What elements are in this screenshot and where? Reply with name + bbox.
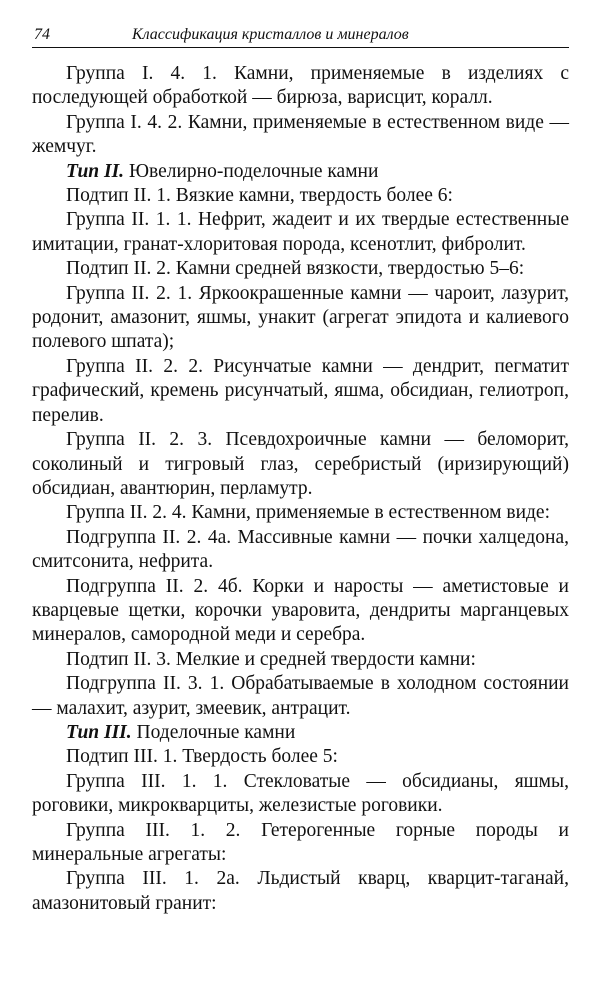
type-label: Тип III. xyxy=(66,721,132,743)
book-page xyxy=(32,0,569,914)
paragraph xyxy=(32,62,569,111)
paragraph xyxy=(32,160,569,184)
paragraph-text: Подгруппа II. 3. 1. Обрабатываемые в холодном состоянии — малахит, азурит, змеевик, антрацит. xyxy=(32,673,569,719)
paragraph xyxy=(32,282,569,355)
paragraph-text: Группа II. 2. 2. Рисунчатые камни — дендрит, пегматит графический, кремень рисунчатый, яшма, обсидиан, гелиотроп, перелив. xyxy=(32,355,569,426)
paragraph xyxy=(32,208,569,257)
paragraph xyxy=(32,501,569,525)
paragraph xyxy=(32,257,569,281)
paragraph xyxy=(32,721,569,745)
paragraph xyxy=(32,867,569,916)
paragraph xyxy=(32,184,569,208)
page-body xyxy=(32,62,569,916)
paragraph-text: Группа III. 1. 2. Гетерогенные горные породы и минеральные агрегаты: xyxy=(32,819,569,865)
type-label: Тип II. xyxy=(66,160,125,182)
paragraph xyxy=(32,575,569,648)
paragraph xyxy=(32,428,569,501)
paragraph xyxy=(32,745,569,769)
paragraph-text: Группа II. 1. 1. Нефрит, жадеит и их твердые естественные имитации, гранат-хлоритовая порода, ксенотлит, фибролит. xyxy=(32,209,569,255)
paragraph-text: Подтип II. 2. Камни средней вязкости, твердостью 5–6: xyxy=(66,258,525,280)
paragraph-text: Подтип II. 3. Мелкие и средней твердости камни: xyxy=(66,648,476,670)
paragraph-text: Подтип II. 1. Вязкие камни, твердость более 6: xyxy=(66,185,453,207)
running-title: Классификация кристаллов и минералов xyxy=(132,26,409,43)
paragraph-text: Группа II. 2. 1. Яркоокрашенные камни — чароит, лазурит, родонит, амазонит, яшмы, унакит (агрегат эпидота и калиевого полевого шпата); xyxy=(32,282,569,353)
paragraph-text: Группа II. 2. 3. Псевдохроичные камни — беломорит, соколиный и тигровый глаз, серебристый (иризирующий) обсидиан, авантюрин, перламутр. xyxy=(32,429,569,499)
paragraph-text: Группа III. 1. 2а. Льдистый кварц, кварцит-таганай, амазонитовый гранит: xyxy=(32,868,569,914)
paragraph xyxy=(32,819,569,868)
paragraph-text: Поделочные камни xyxy=(131,721,296,743)
paragraph xyxy=(32,648,569,672)
paragraph xyxy=(32,355,569,428)
paragraph xyxy=(32,526,569,575)
page-header xyxy=(32,0,569,46)
paragraph-text: Группа I. 4. 1. Камни, применяемые в изделиях с последующей обработкой — бирюза, варисцит, коралл. xyxy=(32,63,569,109)
paragraph-text: Подгруппа II. 2. 4а. Массивные камни — почки халцедона, смитсонита, нефрита. xyxy=(32,526,569,573)
page-number: 74 xyxy=(34,26,50,43)
paragraph-text: Подтип III. 1. Твердость более 5: xyxy=(66,746,338,768)
paragraph-text: Подгруппа II. 2. 4б. Корки и наросты — аметистовые и кварцевые щетки, корочки уваровита, дендриты марганцевых минералов, самородной меди и серебра. xyxy=(32,575,569,646)
paragraph-text: Группа II. 2. 4. Камни, применяемые в естественном виде: xyxy=(66,502,551,524)
header-rule xyxy=(32,47,569,48)
paragraph xyxy=(32,672,569,721)
paragraph-text: Группа I. 4. 2. Камни, применяемые в естественном виде — жемчуг. xyxy=(32,111,569,158)
paragraph xyxy=(32,770,569,819)
paragraph-text: Ювелирно-поделочные камни xyxy=(124,160,379,182)
paragraph-text: Группа III. 1. 1. Стекловатые — обсидианы, яшмы, роговики, микрокварциты, железистые роговики. xyxy=(32,770,569,817)
paragraph xyxy=(32,111,569,160)
